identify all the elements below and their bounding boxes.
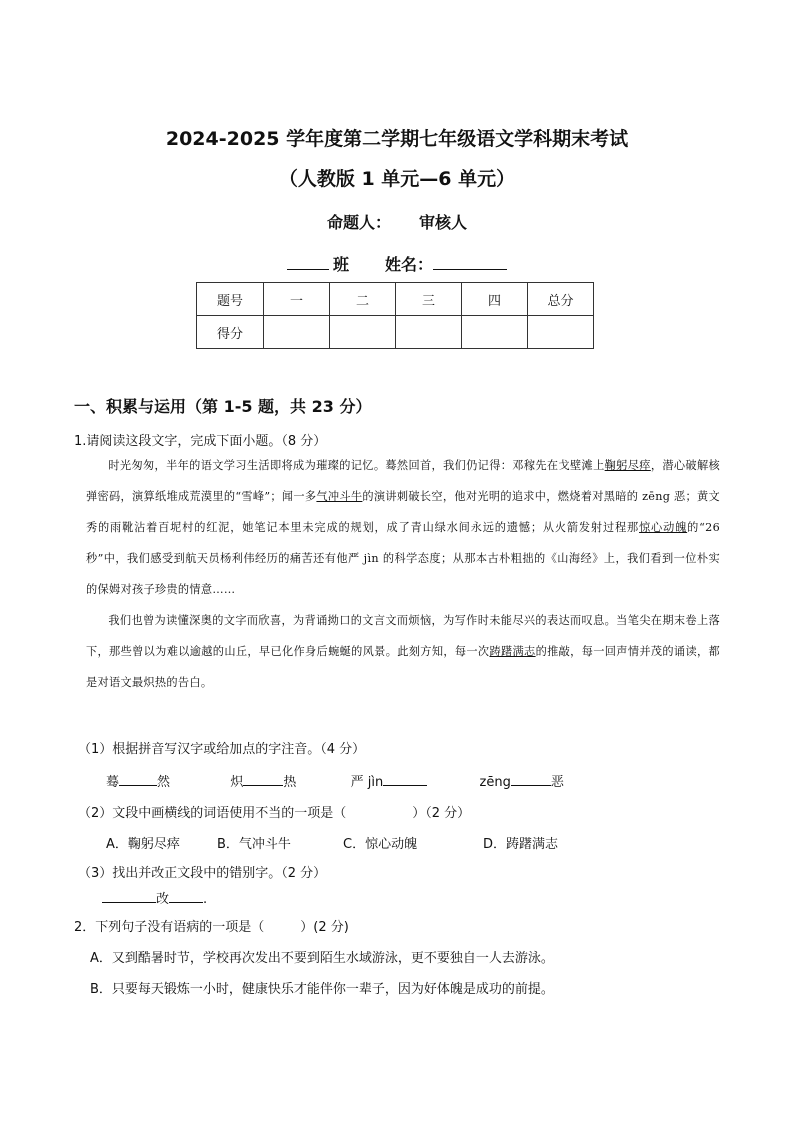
option-a[interactable]: A．鞠躬尽瘁: [106, 837, 180, 852]
underlined-phrase: 气冲斗牛: [316, 490, 363, 503]
underlined-phrase: 鞠躬尽瘁: [604, 459, 651, 472]
underlined-phrase: 踌躇满志: [489, 645, 536, 658]
question-text: ）(2 分): [300, 920, 349, 935]
passage-text: 的“26 秒”中，我们感受到航天员杨利伟经历的痛苦还有他严 jìn 的科学态度；从那本古朴粗拙的《山海经》上，我们看到一位朴实的保姆对孩子珍贵的情意……: [86, 521, 721, 596]
score-cell[interactable]: [528, 316, 594, 349]
class-label: 班: [332, 255, 349, 274]
answer-blank[interactable]: [383, 773, 427, 786]
passage-paragraph: [86, 605, 720, 698]
option-b[interactable]: B．气冲斗牛: [217, 837, 291, 852]
fill-end: .: [203, 892, 208, 907]
class-blank[interactable]: [287, 253, 329, 270]
char-item: 恶: [550, 775, 564, 790]
passage-paragraph: [86, 450, 720, 605]
subquestion-2-options: [106, 833, 558, 852]
score-cell[interactable]: [264, 316, 330, 349]
subquestion-1-stem: （1）根据拼音写汉字或给加点的字注音。（4 分）: [78, 742, 366, 757]
row-header: 题号: [197, 283, 264, 316]
option-d[interactable]: D．踌躇满志: [483, 837, 559, 852]
question-text: 2．下列句子没有语病的一项是（: [74, 920, 265, 935]
name-label: 姓名：: [385, 255, 434, 274]
question-1-stem: 1.请阅读这段文字，完成下面小题。（8 分）: [74, 434, 327, 449]
char-item: 炽: [230, 775, 244, 790]
answer-blank[interactable]: [119, 773, 157, 786]
question-text: ）（2 分）: [412, 806, 471, 821]
setter-label: 命题人：: [326, 213, 391, 232]
answer-blank[interactable]: [511, 773, 551, 786]
char-item: 蓦: [106, 775, 120, 790]
passage-text: 的推敲，每一回声情并茂的诵读，都是对语文最炽热的告白。: [86, 645, 720, 689]
pinyin-item: zēng: [479, 775, 511, 790]
column-header: 三: [396, 283, 462, 316]
answer-blank[interactable]: [102, 890, 156, 903]
table-row: [197, 316, 594, 349]
passage-text: 时光匆匆，半年的语文学习生活即将成为璀璨的记忆。蓦然回首，我们仍记得：邓稼先在戈壁滩上: [108, 459, 605, 472]
column-header: 四: [462, 283, 528, 316]
column-header: 一: [264, 283, 330, 316]
fill-label: 改: [156, 892, 170, 907]
exam-title: 2024-2025 学年度第二学期七年级语文学科期末考试: [165, 128, 629, 150]
score-table: [196, 282, 594, 349]
subquestion-2-stem: [78, 802, 470, 821]
pinyin-item: 严 jìn: [350, 775, 384, 790]
question-2-stem: [74, 916, 349, 935]
option-c[interactable]: C．惊心动魄: [343, 837, 418, 852]
table-row: [197, 283, 594, 316]
section-heading: 一、积累与运用（第 1-5 题，共 23 分）: [74, 397, 372, 416]
char-item: 然: [157, 775, 171, 790]
underlined-phrase: 惊心动魄: [639, 521, 688, 534]
answer-blank[interactable]: [169, 890, 203, 903]
score-cell[interactable]: [396, 316, 462, 349]
pinyin-items: [106, 771, 564, 790]
subquestion-3-stem: （3）找出并改正文段中的错别字。（2 分）: [78, 866, 327, 881]
subquestion-3-fill: [102, 888, 207, 907]
setter-reviewer-line: [0, 210, 794, 233]
student-info-line: [0, 252, 794, 275]
reviewer-label: 审核人: [419, 213, 468, 232]
answer-blank[interactable]: [243, 773, 283, 786]
question-2-option-b[interactable]: B．只要每天锻炼一小时，健康快乐才能伴你一辈子，因为好体魄是成功的前提。: [90, 982, 554, 997]
column-header: 总分: [528, 283, 594, 316]
passage-text: 的演讲刺破长空，他对光明的追求中，燃烧着对黑暗的 zēng 恶；黄文秀的雨靴沾着百坭村的红泥，她笔记本里未完成的规划，成了青山绿水间永远的遗憾；从火箭发射过程那: [86, 490, 721, 534]
score-cell[interactable]: [330, 316, 396, 349]
question-text: （2）文段中画横线的词语使用不当的一项是（: [78, 806, 347, 821]
row-header: 得分: [197, 316, 264, 349]
reading-passage: [86, 450, 720, 698]
char-item: 热: [283, 775, 297, 790]
passage-text: 我们也曾为读懂深奥的文字而欣喜，为背诵拗口的文言文而烦恼，为写作时未能尽兴的表达而叹息。当笔尖在期末卷上落下，那些曾以为难以逾越的山丘，早已化作身后蜿蜒的风景。此刻方知，每一次: [86, 614, 720, 658]
exam-subtitle: （人教版 1 单元—6 单元）: [278, 168, 516, 190]
question-2-option-a[interactable]: A．又到酷暑时节，学校再次发出不要到陌生水域游泳，更不要独自一人去游泳。: [90, 951, 554, 966]
passage-text: ，潜心破解核弹密码，演算纸堆成荒漠里的“雪峰”；闻一多: [86, 459, 721, 503]
column-header: 二: [330, 283, 396, 316]
score-cell[interactable]: [462, 316, 528, 349]
name-blank[interactable]: [433, 253, 507, 270]
